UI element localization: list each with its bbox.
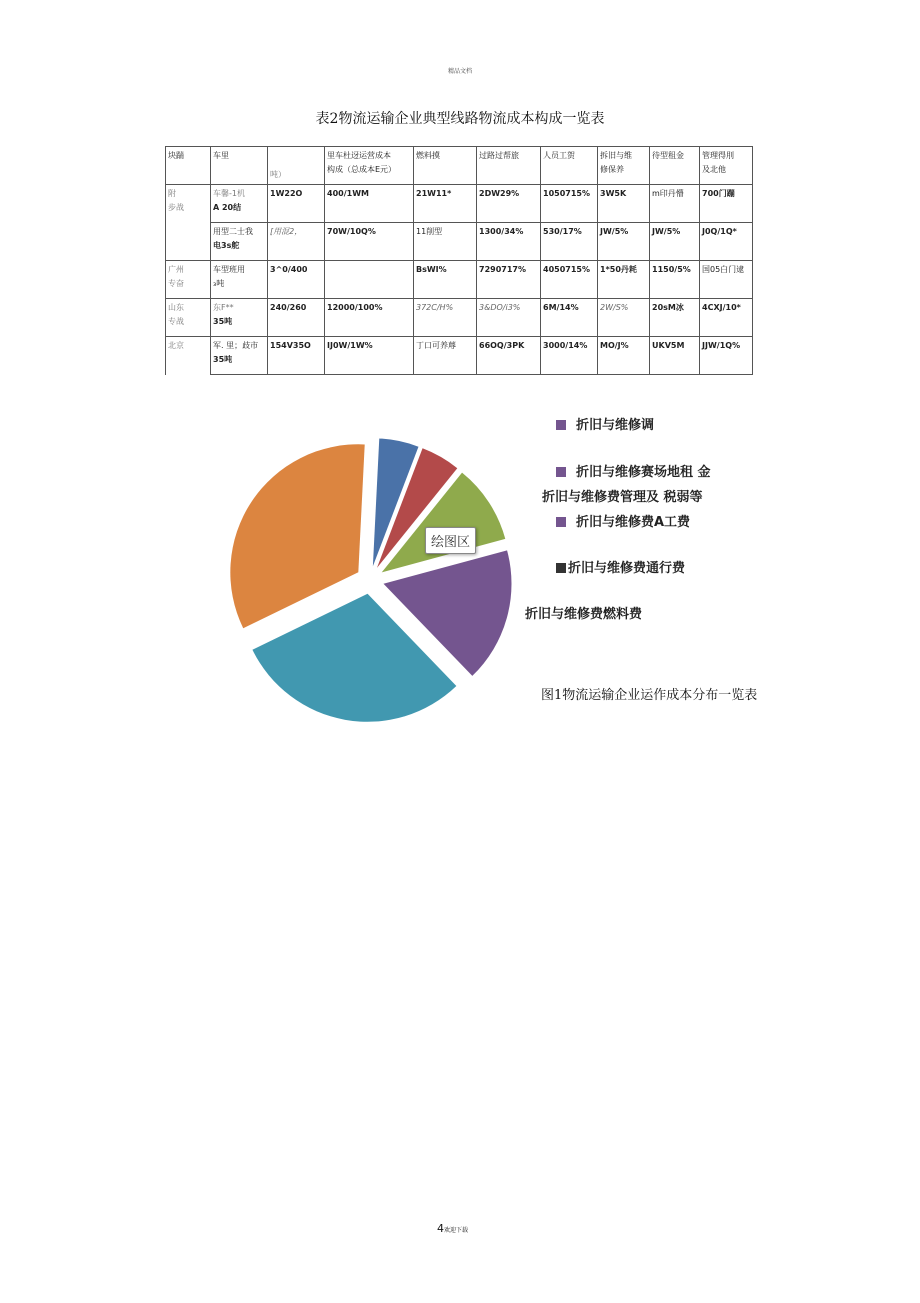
- cell-management: JJW/1Q%: [700, 337, 753, 375]
- plot-area-tooltip: 绘图区: [425, 527, 476, 554]
- legend-swatch: [556, 563, 566, 573]
- cell-cost: [325, 261, 414, 299]
- cell-depreciation: MO/J%: [598, 337, 650, 375]
- cell-vehicle: 车型班用 ₃吨: [211, 261, 268, 299]
- cell-route: 北京: [166, 337, 211, 375]
- legend-item: 折旧与维修调: [556, 414, 654, 433]
- cell-toll: 66OQ/3PK: [477, 337, 541, 375]
- cell-cost: 70W/10Q%: [325, 223, 414, 261]
- cell-fuel: 11削型: [414, 223, 477, 261]
- cell-rent: m印丹懵: [650, 185, 700, 223]
- cell-distance: 3^0/400: [268, 261, 325, 299]
- cell-vehicle: 军. 里；歧市 35吨: [211, 337, 268, 375]
- cell-labor: 4050715%: [541, 261, 598, 299]
- cell-depreciation: 3W5K: [598, 185, 650, 223]
- table-row: [166, 299, 753, 337]
- page-number: 4: [437, 1222, 444, 1235]
- cell-labor: 3000/14%: [541, 337, 598, 375]
- cell-distance: 240/260: [268, 299, 325, 337]
- cell-management: 国05白门逮: [700, 261, 753, 299]
- footer-text: 欢迎下载: [444, 1227, 469, 1234]
- cell-distance: 1W22O: [268, 185, 325, 223]
- cell-toll: 3&DO/i3%: [477, 299, 541, 337]
- cell-distance: 154V35O: [268, 337, 325, 375]
- table-title: 表2物流运输企业典型线路物流成本构成一览表: [315, 111, 605, 127]
- legend-item: 折旧与维修费A工费: [556, 511, 690, 530]
- cell-management: 700门蹦: [700, 185, 753, 223]
- table-row: [166, 337, 753, 375]
- cell-depreciation: 2W/S%: [598, 299, 650, 337]
- cell-cost: 400/1WM: [325, 185, 414, 223]
- header-management: 管理得刖 及北他: [700, 147, 753, 185]
- cell-labor: 530/17%: [541, 223, 598, 261]
- cell-route: 广州 专奋: [166, 261, 211, 299]
- cell-fuel: 丁口可养蓐: [414, 337, 477, 375]
- header-note: 精品文档: [447, 68, 472, 75]
- cell-toll: 2DW29%: [477, 185, 541, 223]
- cell-vehicle: 东F** 35吨: [211, 299, 268, 337]
- cell-distance: [用混2，: [268, 223, 325, 261]
- cell-toll: 7290717%: [477, 261, 541, 299]
- cell-vehicle: 用型二士我 电3s舵: [211, 223, 268, 261]
- cell-fuel: BsWI%: [414, 261, 477, 299]
- cell-toll: 1300/34%: [477, 223, 541, 261]
- cell-rent: JW/5%: [650, 223, 700, 261]
- cell-depreciation: JW/5%: [598, 223, 650, 261]
- pie-chart: [210, 430, 530, 760]
- cell-cost: 12000/100%: [325, 299, 414, 337]
- logistics-cost-table: [165, 146, 753, 375]
- legend-item: 折旧与维修费通行费: [556, 557, 685, 576]
- page-footer: [437, 1222, 468, 1235]
- table-row: [166, 185, 753, 223]
- cell-management: 4CXJ/10*: [700, 299, 753, 337]
- legend-item-continued: 折旧与维修费管理及 税弱等: [542, 490, 703, 505]
- cell-depreciation: 1*50丹耗: [598, 261, 650, 299]
- header-distance: 吨）: [268, 147, 325, 185]
- header-labor: 人员工贺: [541, 147, 598, 185]
- cell-fuel: 21W11*: [414, 185, 477, 223]
- cell-rent: 20sM冰: [650, 299, 700, 337]
- cell-rent: UKV5M: [650, 337, 700, 375]
- legend-swatch: [556, 517, 566, 527]
- pie-slice: [230, 444, 364, 628]
- header-rent: 待型租金: [650, 147, 700, 185]
- cell-cost: IJ0W/1W%: [325, 337, 414, 375]
- header-cost: 里车杜迓运营成本 构成（总成本E元）: [325, 147, 414, 185]
- header-route: 块踹: [166, 147, 211, 185]
- header-vehicle: 车里: [211, 147, 268, 185]
- legend-item: 折旧与维修赛场地租 金: [556, 461, 711, 480]
- legend-swatch: [556, 467, 566, 477]
- pie-chart-svg: [210, 430, 530, 760]
- cell-route: 附 步战: [166, 185, 211, 261]
- legend-swatch: [556, 420, 566, 430]
- cell-vehicle: 车馨-1机 A 20结: [211, 185, 268, 223]
- legend-item: 折旧与维修费燃料费: [525, 607, 643, 622]
- cell-management: J0Q/1Q*: [700, 223, 753, 261]
- header-depreciation: 拆旧与维 修保养: [598, 147, 650, 185]
- table-row: [166, 223, 753, 261]
- header-fuel: 燃料摸: [414, 147, 477, 185]
- table-header-row: [166, 147, 753, 185]
- cell-labor: 6M/14%: [541, 299, 598, 337]
- figure-caption: 图1物流运输企业运作成本分布一览表: [541, 688, 758, 703]
- cell-rent: 1150/5%: [650, 261, 700, 299]
- cell-route: 山东 专战: [166, 299, 211, 337]
- cell-fuel: 372C/H%: [414, 299, 477, 337]
- table-row: [166, 261, 753, 299]
- cell-labor: 1050715%: [541, 185, 598, 223]
- header-toll: 过路过帮旅: [477, 147, 541, 185]
